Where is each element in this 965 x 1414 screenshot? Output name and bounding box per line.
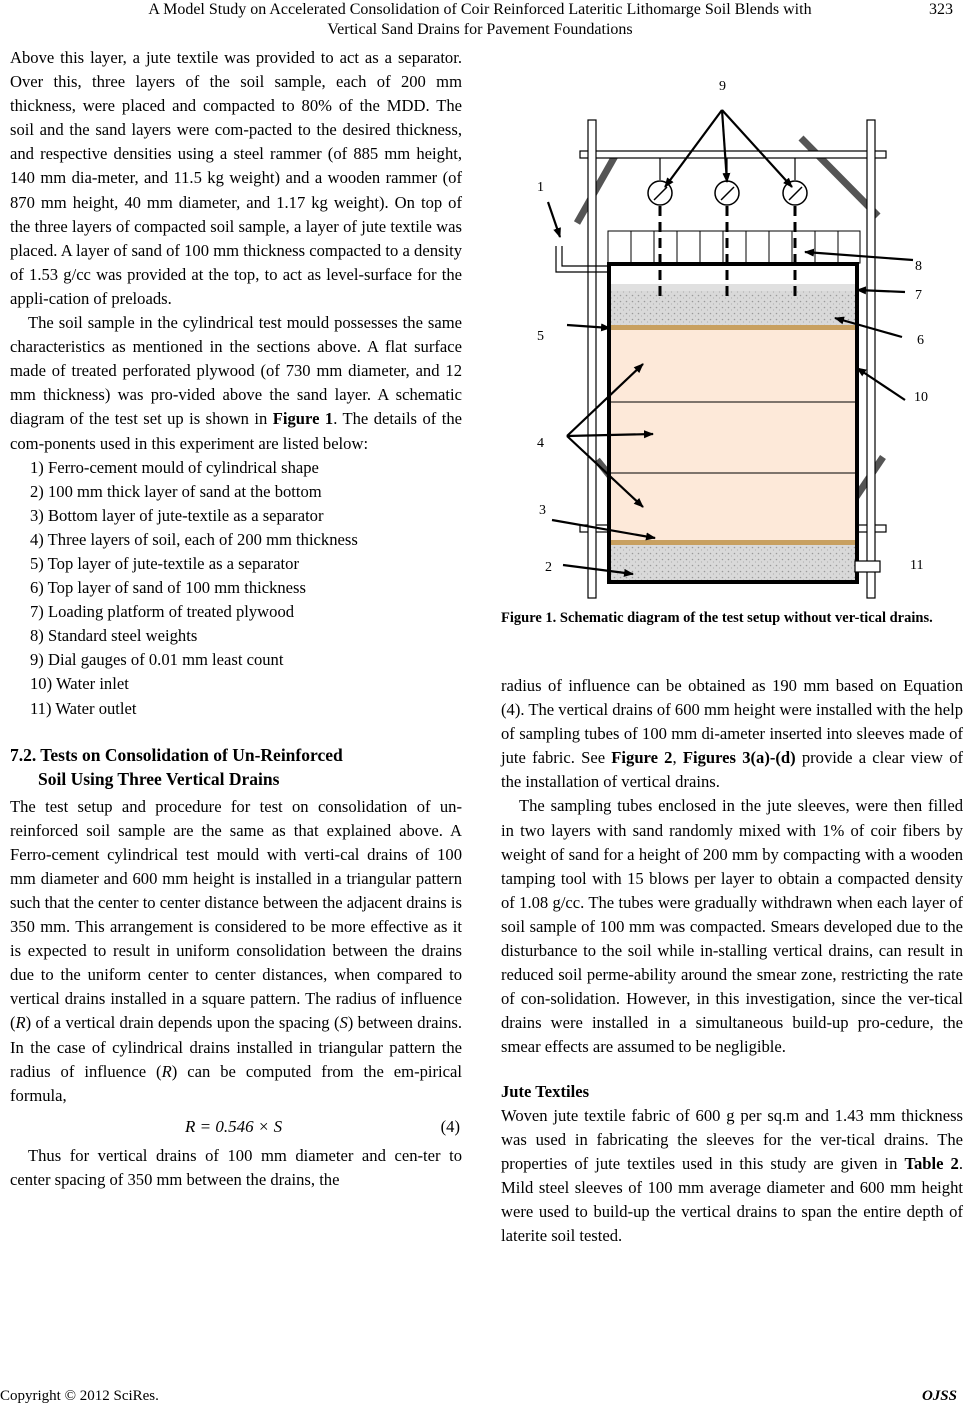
list-item: 9) Dial gauges of 0.01 mm least count (30, 650, 284, 670)
right-paragraph-1: radius of influence can be obtained as 190 mm based on Equation (4). The vertical drains of 600 mm height were installed with the help of sampling tubes of 100 mm di-ameter inserted into sleeves made of jute fabric. See Figure 2, Figures 3(a)-(d) provide a clear view of the installation of vertical drains. (501, 676, 964, 792)
figure-1-caption: Figure 1. Schematic diagram of the test setup without ver-tical drains. (501, 610, 933, 626)
water-outlet (855, 561, 880, 572)
list-item: 6) Top layer of sand of 100 mm thickness (30, 578, 306, 598)
top-sand-layer (611, 291, 855, 325)
section-heading: 7.2. Tests on Consolidation of Un-Reinforced Soil Using Three Vertical Drains (10, 744, 343, 789)
footer-journal: OJSS (921, 1388, 957, 1404)
equation-number: (4) (440, 1116, 460, 1136)
running-header-line2: Vertical Sand Drains for Pavement Foundations (327, 21, 633, 38)
right-paragraph-3: Woven jute textile fabric of 600 g per sq.m and 1.43 mm thickness was used in fabricating the sleeves for the ver-tical drains. The properties of jute textiles used in this study are given in Table 2. Mild steel sleeves of 100 mm average diameter and 600 mm height were used to build-up the vertical drains to span the entire depth of laterite soil tested. (501, 1105, 963, 1245)
list-item: 10) Water inlet (30, 674, 129, 694)
right-paragraph-2: The sampling tubes enclosed in the jute sleeves, were then filled in two layers with sand randomly mixed with 1% of coir fibers by weight of sand for a height of 200 mm by compacting with a wooden tamping tool with 15 blows per layer to obtain a compacted density of 1.08 g/cc. The tubes were gradually withdrawn when each layer of soil sample of 100 mm was compacted. Smears developed due to the disturbance to the soil while in-stalling vertical drains, can result in reduced soil perme-ability around the smear zone, restricting the rate of con-solidation. However, in this investigation, since the ver-tical drains were installed in a simultaneous build-up pro-cedure, the smear effects are assumed to be negligible. (501, 796, 963, 1057)
jute-textiles-heading: Jute Textiles (501, 1081, 590, 1101)
left-paragraph-4: Thus for vertical drains of 100 mm diameter and cen-ter to center spacing of 350 mm between the drains, the (10, 1145, 462, 1189)
right-column (501, 674, 963, 1248)
figure-label-4: 4 (537, 436, 544, 451)
figure-label-5: 5 (537, 329, 544, 344)
list-item: 1) Ferro-cement mould of cylindrical shape (30, 457, 319, 477)
table-2-reference: Table 2 (904, 1153, 959, 1173)
figure-label-10: 10 (914, 390, 928, 405)
bottom-jute-textile (611, 540, 855, 545)
water-inlet-pipe (556, 246, 609, 272)
list-item: 2) 100 mm thick layer of sand at the bottom (30, 481, 322, 501)
left-paragraph-3: The test setup and procedure for test on consolidation of un-reinforced soil sample are the same as that explained above. A Ferro-cement cylindrical test mould with verti-cal drains of 100 mm diameter and 600 mm height is installed in a triangular pattern such that the center to center distance between the adjacent drains is 350 mm. This arrangement is considered to be more effective as it is expected to result in uniform consolidation between the drains due to the uniform center to center distances, when compared to vertical drains installed in a square pattern. The radius of influence (R) of a vertical drain depends upon the spacing (S) between drains. In the case of cylindrical drains installed in triangular pattern the radius of influence (R) can be computed from the em-pirical formula, (10, 796, 462, 1105)
equation-text: R = 0.546 × S (185, 1116, 283, 1136)
list-item: 3) Bottom layer of jute-textile as a separator (30, 505, 324, 525)
components-list (10, 456, 462, 721)
running-header (100, 0, 860, 40)
figure-label-7: 7 (915, 288, 922, 303)
left-paragraph-1: Above this layer, a jute textile was provided to act as a separator. Over this, three layers of the soil sample, each of 200 mm thickness, were placed and compacted to 80% of the MDD. The soil and the sand layers were com-pacted to the desired thickness, and respective densities using a steel rammer (of 885 mm height, 140 mm dia-meter, and 11.5 kg weight) and a wooden rammer (of 870 mm height, 40 mm diameter, and 1.17 kg weight). On top of the three layers of compacted soil sample, a layer of jute textile was placed. A layer of sand of 100 mm thickness compacted to a density of 1.53 g/cc was provided at the top, to act as level-surface for the appli-cation of preloads. (10, 48, 462, 308)
top-jute-textile (611, 325, 855, 330)
figure-label-6: 6 (917, 333, 924, 348)
figure-label-11: 11 (910, 558, 924, 573)
figure-label-3: 3 (539, 503, 546, 518)
list-item: 4) Three layers of soil, each of 200 mm thickness (30, 529, 358, 549)
figure-label-8: 8 (915, 259, 922, 274)
figure-label-1: 1 (537, 180, 544, 195)
bottom-sand-layer (611, 545, 855, 581)
figure-1-reference: Figure 1 (272, 409, 334, 429)
steel-weights (608, 231, 860, 263)
left-paragraph-2: The soil sample in the cylindrical test mould possesses the same characteristics as mentioned in the sections above. A flat surface made of treated perforated plywood (of 730 mm diameter, and 12 mm thickness) was pro-vided above the sand layer. A schematic diagram of the test set up is shown in Figure 1. The details of the com-ponents used in this experiment are listed below: (10, 313, 462, 453)
running-header-line1: A Model Study on Accelerated Consolidation of Coir Reinforced Lateritic Lithomarge Soil Blends with (148, 1, 812, 18)
figure-2-reference: Figure 2 (611, 748, 673, 768)
left-column (10, 46, 462, 1192)
figure-1-schematic (505, 72, 945, 602)
list-item: 11) Water outlet (30, 698, 137, 718)
equation-4 (10, 1112, 462, 1142)
footer-copyright: Copyright © 2012 SciRes. (0, 1388, 159, 1404)
loading-platform (611, 284, 855, 291)
figure-label-9: 9 (719, 79, 726, 94)
list-item: 8) Standard steel weights (30, 626, 198, 646)
list-item: 5) Top layer of jute-textile as a separator (30, 553, 299, 573)
figure-3-reference: Figures 3(a)-(d) (682, 748, 796, 768)
page-number: 323 (929, 1, 953, 18)
figure-label-2: 2 (545, 560, 552, 575)
list-item: 7) Loading platform of treated plywood (30, 602, 295, 622)
